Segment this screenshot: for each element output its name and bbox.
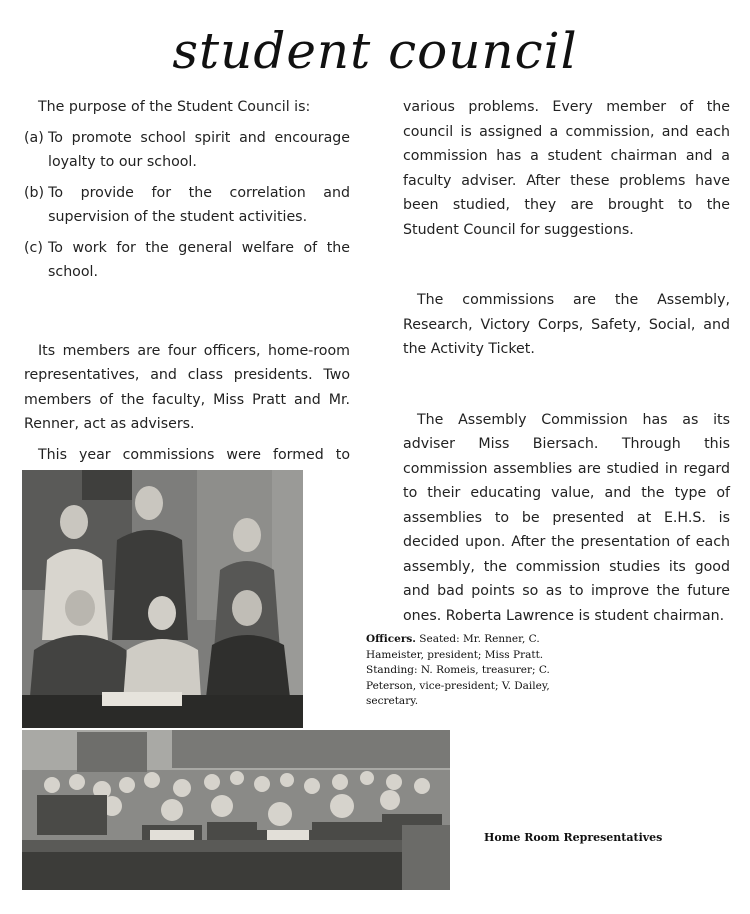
right-column <box>403 95 730 628</box>
purpose-marker: (c) <box>24 239 43 256</box>
purpose-text: To work for the general welfare of the school. <box>48 239 350 280</box>
purpose-intro: The purpose of the Student Council is: <box>38 99 311 115</box>
purpose-item-a <box>24 126 350 175</box>
officers-caption <box>366 632 591 710</box>
purpose-item-c <box>24 236 350 285</box>
commissions-start-paragraph: This year commissions were formed to <box>38 446 350 463</box>
homeroom-photo <box>22 730 450 890</box>
members-paragraph: Its members are four officers, home-room representatives, and class presidents. Two members of the faculty, Miss Pratt and Mr. Renner, act as advisers. <box>24 342 350 432</box>
purpose-marker: (b) <box>24 184 45 201</box>
officers-caption-label: Officers. <box>366 633 416 645</box>
left-column <box>24 95 350 492</box>
homeroom-photo-illustration <box>22 730 450 890</box>
purpose-text: To promote school spirit and encourage loyalty to our school. <box>48 129 350 170</box>
purpose-item-b <box>24 181 350 230</box>
commissions-list-paragraph: The commissions are the Assembly, Research, Victory Corps, Safety, Social, and the Activity Ticket. <box>403 292 730 357</box>
homeroom-caption: Home Room Representatives <box>484 831 663 844</box>
page-title: student council <box>172 22 578 80</box>
assembly-paragraph: The Assembly Commission has as its adviser Miss Biersach. Through this commission assemblies are studied in regard to their educating value, and the type of assemblies to be presented at E.H.S. is decided upon. After the presentation of each assembly, the commission studies its good and bad points so as to improve the future ones. Roberta Lawrence is student chairman. <box>403 411 730 624</box>
officers-photo-illustration <box>22 470 303 728</box>
officers-photo <box>22 470 303 728</box>
officers-caption-text: Seated: Mr. Renner, C. Hameister, president; Miss Pratt. Standing: N. Romeis, treasurer; C. Peterson, vice-president; V. Dailey, secretary. <box>366 633 550 707</box>
purpose-text: To provide for the correlation and supervision of the student activities. <box>48 184 350 225</box>
continuation-paragraph: various problems. Every member of the council is assigned a commission, and each commission has a student chairman and a faculty adviser. After these problems have been studied, they are brought to the Student Council for suggestions. <box>403 99 730 238</box>
purpose-marker: (a) <box>24 129 44 146</box>
